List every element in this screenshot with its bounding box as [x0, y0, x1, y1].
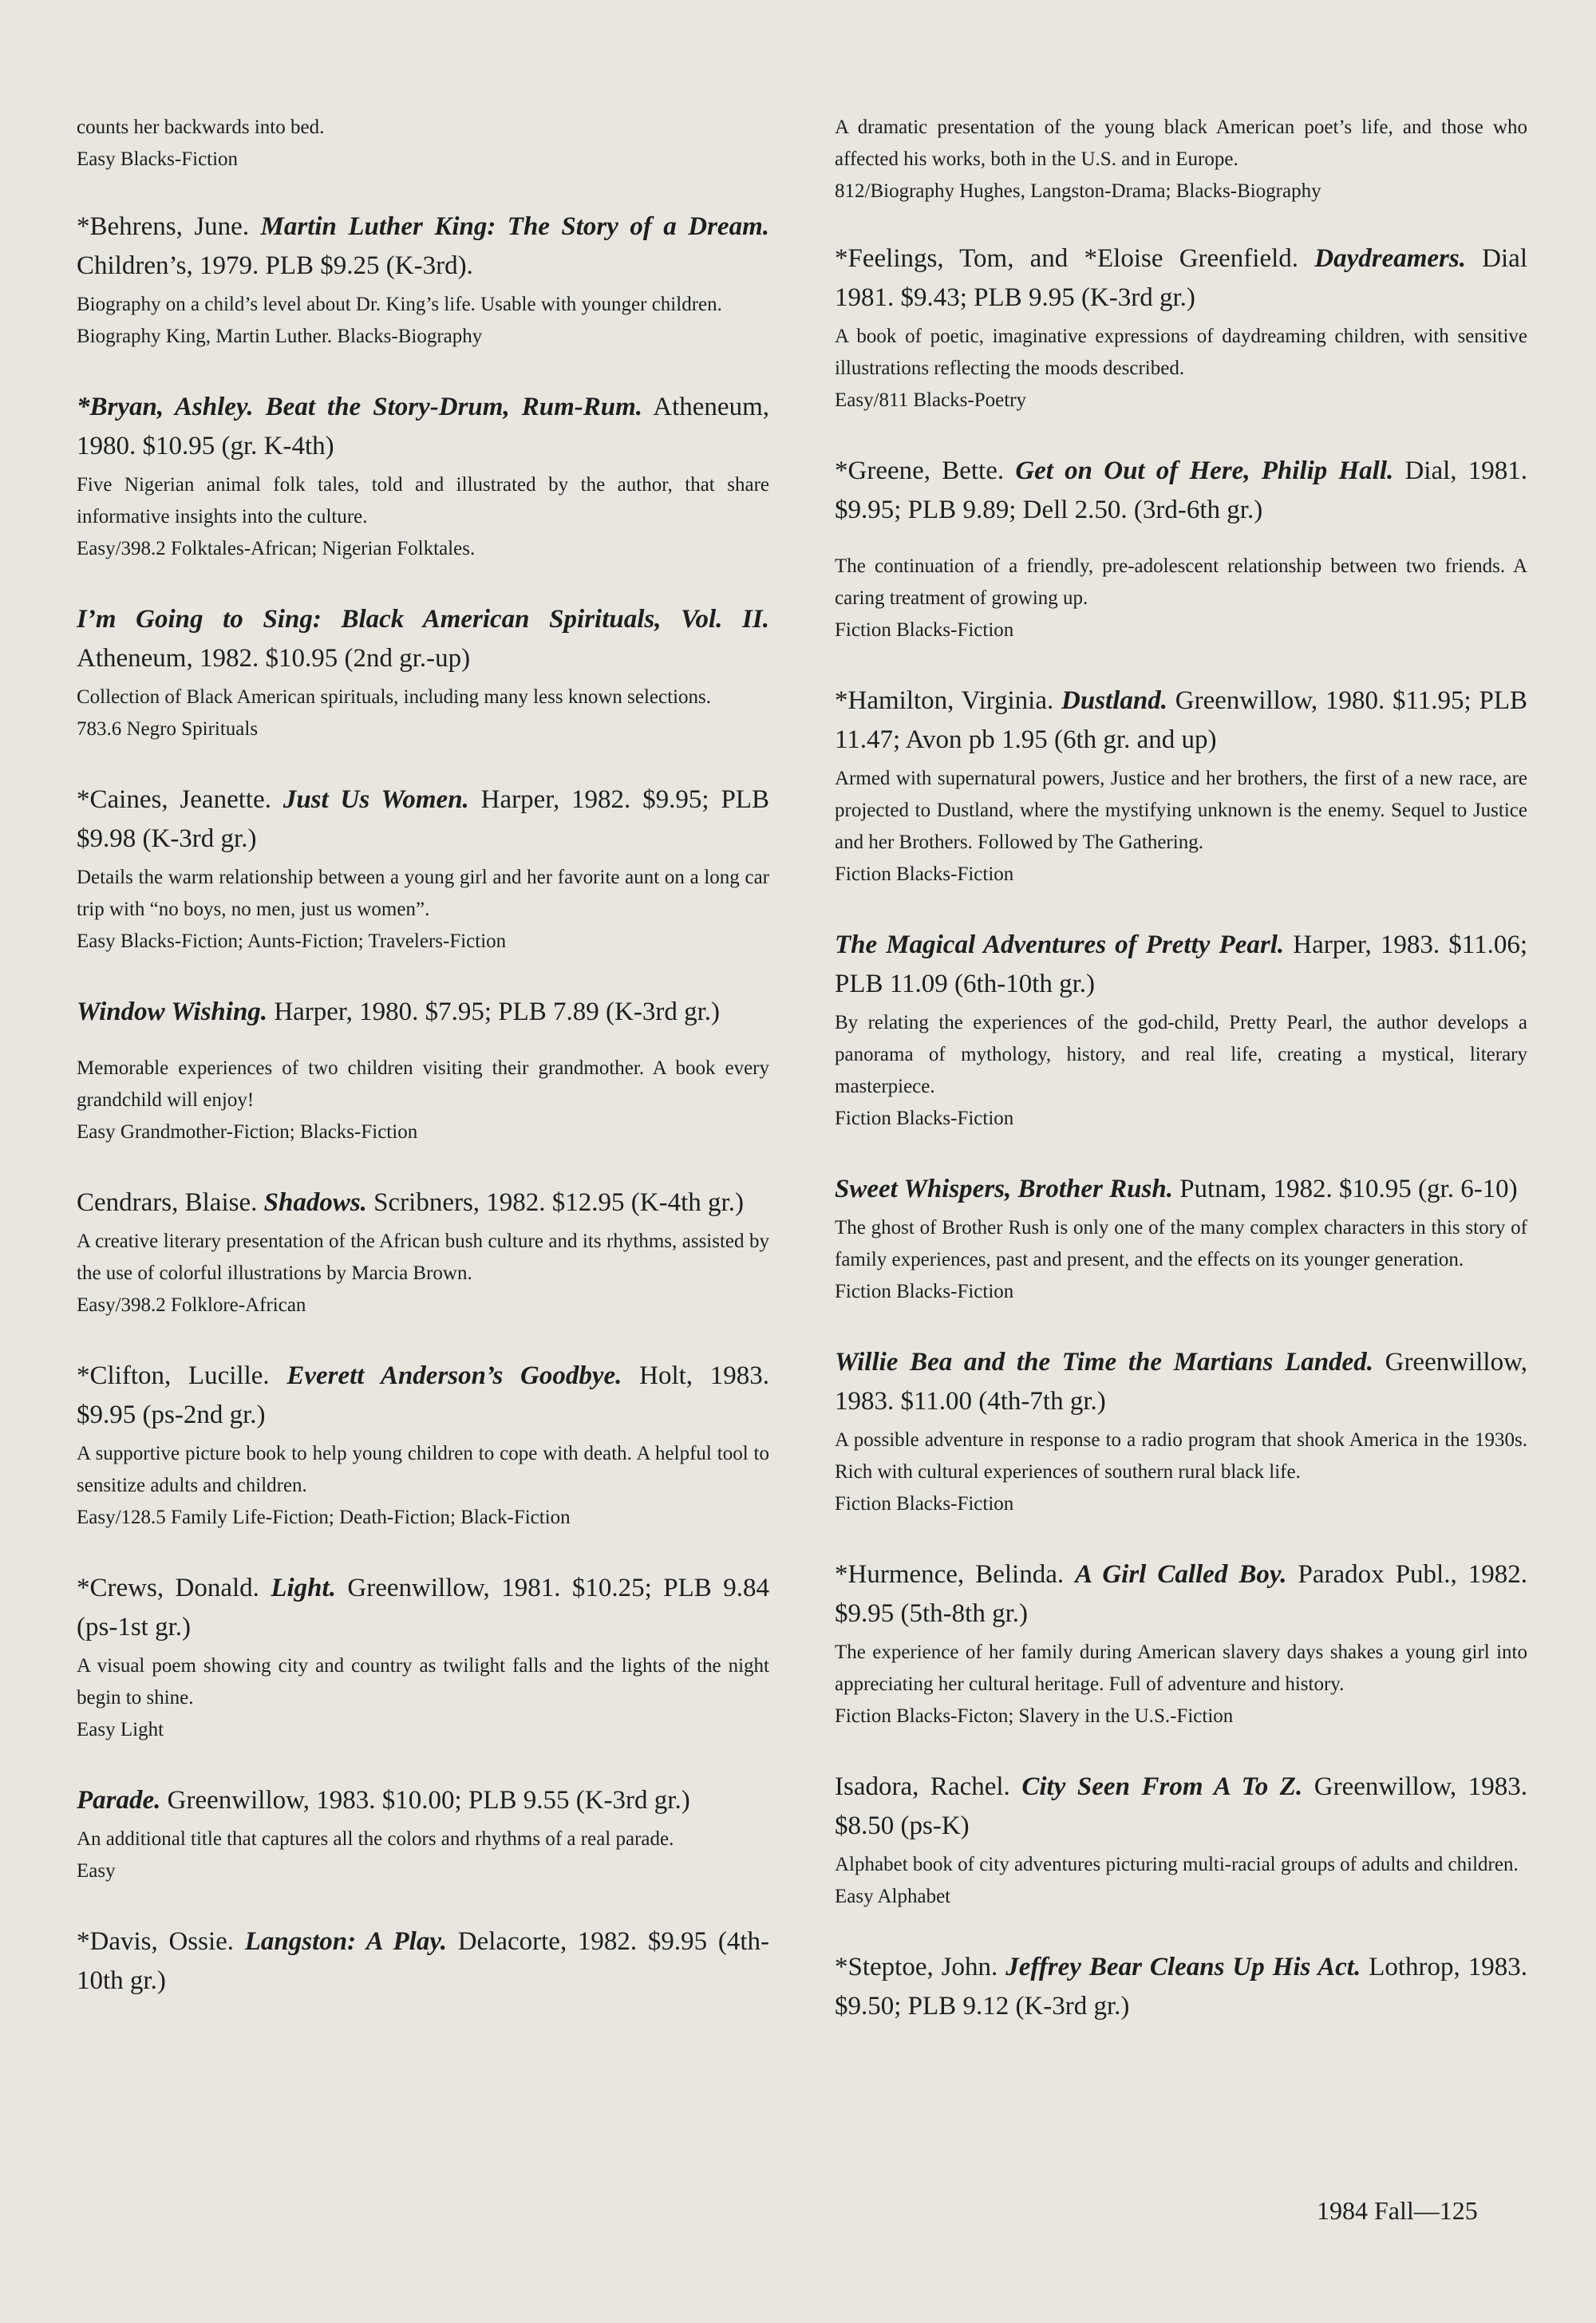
entry-heading: [77, 993, 769, 1032]
entry-publication: Dial 1981. $9.43; PLB 9.95 (K-3rd gr.): [835, 244, 1527, 312]
entry-title: The Magical Adventures of Pretty Pearl.: [835, 930, 1285, 959]
entry-author: *Greene, Bette.: [835, 456, 1016, 485]
entry-title: Just Us Women.: [282, 785, 469, 814]
book-entry: [77, 1183, 769, 1322]
book-entry: [77, 1569, 769, 1746]
book-entry: [77, 1922, 769, 2001]
entry-description: A creative literary presentation of the African bush culture and its rhythms, assisted by the use of colorful illustrations by Marcia Brown.: [77, 1231, 769, 1284]
entry-publication: Lothrop, 1983. $9.50; PLB 9.12 (K-3rd gr.): [835, 1953, 1527, 2021]
entry-description: counts her backwards into bed.: [77, 117, 325, 138]
entry-author: *Hamilton, Virginia.: [835, 686, 1062, 715]
entry-subjects: Fiction Blacks-Fiction: [835, 863, 1014, 885]
entry-title: Martin Luther King: The Story of a Dream.: [260, 212, 769, 241]
entry-subjects: Easy Light: [77, 1719, 164, 1740]
entry-title: A Girl Called Boy.: [1075, 1560, 1287, 1589]
entry-description: Details the warm relationship between a young girl and her favorite aunt on a long car trip with “no boys, no men, just us women”.: [77, 867, 769, 920]
book-entry: [835, 1555, 1527, 1732]
entry-description: Biography on a child’s level about Dr. King’s life. Usable with younger children.: [77, 294, 722, 315]
entry-author: *Caines, Jeanette.: [77, 785, 283, 814]
entry-publication: Greenwillow, 1983. $10.00; PLB 9.55 (K-3rd gr.): [160, 1786, 690, 1815]
entry-subjects: Easy/811 Blacks-Poetry: [835, 389, 1027, 411]
entry-description: Collection of Black American spirituals, including many less known selections.: [77, 686, 711, 708]
entry-title: Daydreamers.: [1314, 244, 1466, 273]
entry-title: Willie Bea and the Time the Martians Landed.: [835, 1348, 1373, 1377]
entry-heading: [835, 1768, 1527, 1846]
page-folio: 1984 Fall—125: [1317, 2196, 1478, 2225]
entry-subjects: Easy/398.2 Folktales-African; Nigerian Folktales.: [77, 538, 476, 559]
entry-heading: [835, 1948, 1527, 2026]
entry-title: Shadows.: [263, 1188, 367, 1217]
entry-description: A possible adventure in response to a radio program that shook America in the 1930s. Rich with cultural experiences of southern rural black life.: [835, 1429, 1527, 1483]
book-entry: [77, 600, 769, 745]
spacer: [77, 1035, 769, 1053]
entry-title: Langston: A Play.: [244, 1927, 447, 1956]
entry-heading: [835, 681, 1527, 760]
entry-description: By relating the experiences of the god-child, Pretty Pearl, the author develops a panorama of mythology, history, and real life, creating a mystical, literary masterpiece.: [835, 1012, 1527, 1097]
entry-title: I’m Going to Sing: Black American Spirituals, Vol. II.: [77, 605, 769, 634]
entry-author: *Crews, Donald.: [77, 1574, 271, 1602]
entry-publication: Scribners, 1982. $12.95 (K-4th gr.): [366, 1188, 744, 1217]
entry-publication: Delacorte, 1982. $9.95 (4th-10th gr.): [77, 1927, 769, 1995]
entry-publication: Atheneum, 1982. $10.95 (2nd gr.-up): [77, 644, 471, 673]
entry-heading: [835, 1170, 1527, 1209]
entry-description: Alphabet book of city adventures picturing multi-racial groups of adults and children.: [835, 1854, 1519, 1875]
entry-heading: [835, 452, 1527, 530]
entry-subjects: Fiction Blacks-Fiction: [835, 1108, 1014, 1129]
left-column: [77, 112, 769, 2036]
entry-heading: [77, 388, 769, 466]
entry-heading: [77, 1569, 769, 1647]
book-entry: [77, 1781, 769, 1887]
book-entry: [835, 239, 1527, 417]
entry-title: Window Wishing.: [77, 998, 268, 1026]
book-entry: [835, 1948, 1527, 2026]
entry-publication: Harper, 1982. $9.95; PLB $9.98 (K-3rd gr.): [77, 785, 769, 853]
entry-subjects: 812/Biography Hughes, Langston-Drama; Blacks-Biography: [835, 180, 1321, 202]
entry-publication: Greenwillow, 1980. $11.95; PLB 11.47; Avon pb 1.95 (6th gr. and up): [835, 686, 1528, 754]
entry-publication: Atheneum, 1980. $10.95 (gr. K-4th): [77, 393, 769, 460]
entry-description: A supportive picture book to help young children to cope with death. A helpful tool to sensitize adults and children.: [77, 1443, 769, 1496]
entry-heading: [77, 780, 769, 859]
entry-title: Get on Out of Here, Philip Hall.: [1015, 456, 1394, 485]
entry-publication: Holt, 1983. $9.95 (ps-2nd gr.): [77, 1361, 769, 1429]
entry-author: *Feelings, Tom, and *Eloise Greenfield.: [835, 244, 1315, 273]
entry-title: *Bryan, Ashley. Beat the Story-Drum, Rum-Rum.: [77, 393, 643, 421]
entry-publication: Paradox Publ., 1982. $9.95 (5th-8th gr.): [835, 1560, 1527, 1628]
book-entry: [77, 780, 769, 958]
entry-subjects: Fiction Blacks-Ficton; Slavery in the U.S.-Fiction: [835, 1705, 1234, 1727]
entry-title: Parade.: [77, 1786, 161, 1815]
entry-subjects: Fiction Blacks-Fiction: [835, 1281, 1014, 1302]
entry-publication: Putnam, 1982. $10.95 (gr. 6-10): [1172, 1175, 1518, 1203]
entry-subjects: Easy Blacks-Fiction: [77, 148, 239, 170]
entry-heading: [77, 1183, 769, 1223]
book-entry: [835, 1170, 1527, 1308]
spacer: [835, 533, 1527, 551]
entry-author: *Hurmence, Belinda.: [835, 1560, 1076, 1589]
entry-subjects: 783.6 Negro Spirituals: [77, 718, 259, 740]
entry-heading: [77, 1781, 769, 1820]
entry-heading: [77, 1357, 769, 1435]
right-column: [835, 112, 1527, 2061]
entry-heading: [835, 239, 1527, 318]
entry-heading: [835, 926, 1527, 1004]
entry-subjects: Easy Alphabet: [835, 1886, 951, 1907]
entry-subjects: Fiction Blacks-Fiction: [835, 1493, 1014, 1515]
entry-publication: Greenwillow, 1983. $11.00 (4th-7th gr.): [835, 1348, 1528, 1416]
entry-description: Armed with supernatural powers, Justice and her brothers, the first of a new race, are projected to Dustland, where the mystifying unknown is the enemy. Sequel to Justice and her Brothers. Followed by The Gathering.: [835, 768, 1527, 853]
entry-publication: Harper, 1980. $7.95; PLB 7.89 (K-3rd gr.): [267, 998, 720, 1026]
entry-title: Dustland.: [1061, 686, 1167, 715]
entry-author: Cendrars, Blaise.: [77, 1188, 264, 1217]
entry-heading: [77, 600, 769, 678]
entry-heading: [835, 1555, 1527, 1634]
entry-title: Jeffrey Bear Cleans Up His Act.: [1005, 1953, 1361, 1981]
continued-entry: [77, 112, 769, 176]
entry-subjects: Easy Grandmother-Fiction; Blacks-Fiction: [77, 1121, 418, 1143]
entry-author: Isadora, Rachel.: [835, 1772, 1022, 1801]
entry-description: An additional title that captures all the colors and rhythms of a real parade.: [77, 1828, 674, 1850]
entry-author: *Davis, Ossie.: [77, 1927, 245, 1956]
entry-title: Everett Anderson’s Goodbye.: [286, 1361, 622, 1390]
entry-title: Sweet Whispers, Brother Rush.: [835, 1175, 1173, 1203]
book-entry: [77, 207, 769, 353]
book-entry: [77, 1357, 769, 1534]
entry-description: The experience of her family during American slavery days shakes a young girl into appreciating her cultural heritage. Full of adventure and history.: [835, 1642, 1527, 1695]
entry-title: Light.: [271, 1574, 336, 1602]
book-entry: [835, 1768, 1527, 1913]
book-entry: [77, 993, 769, 1148]
entry-description: Five Nigerian animal folk tales, told and illustrated by the author, that share informative insights into the culture.: [77, 474, 769, 527]
entry-description: The continuation of a friendly, pre-adolescent relationship between two friends. A caring treatment of growing up.: [835, 555, 1527, 609]
entry-author: *Clifton, Lucille.: [77, 1361, 287, 1390]
entry-heading: [835, 1343, 1527, 1421]
entry-publication: Greenwillow, 1981. $10.25; PLB 9.84 (ps-1st gr.): [77, 1574, 769, 1642]
entry-subjects: Easy/398.2 Folklore-African: [77, 1294, 306, 1316]
book-entry: [77, 388, 769, 565]
entry-author: *Steptoe, John.: [835, 1953, 1006, 1981]
entry-publication: Children’s, 1979. PLB $9.25 (K-3rd).: [77, 251, 473, 280]
entry-heading: [77, 1922, 769, 2001]
entry-subjects: Fiction Blacks-Fiction: [835, 619, 1014, 641]
entry-title: City Seen From A To Z.: [1021, 1772, 1303, 1801]
entry-heading: [77, 207, 769, 286]
book-entry: [835, 452, 1527, 646]
entry-description: Memorable experiences of two children visiting their grandmother. A book every grandchild will enjoy!: [77, 1057, 769, 1111]
entry-subjects: Easy/128.5 Family Life-Fiction; Death-Fiction; Black-Fiction: [77, 1507, 571, 1528]
book-entry: [835, 926, 1527, 1135]
continued-entry: [835, 112, 1527, 207]
entry-description: The ghost of Brother Rush is only one of the many complex characters in this story of family experiences, past and present, and the effects on its younger generation.: [835, 1217, 1527, 1270]
entry-author: *Behrens, June.: [77, 212, 261, 241]
entry-publication: Harper, 1983. $11.06; PLB 11.09 (6th-10th gr.): [835, 930, 1527, 998]
entry-description: A book of poetic, imaginative expressions of daydreaming children, with sensitive illustrations reflecting the moods described.: [835, 326, 1527, 379]
entry-description: A dramatic presentation of the young black American poet’s life, and those who affected his works, both in the U.S. and in Europe.: [835, 117, 1527, 170]
entry-subjects: Easy Blacks-Fiction; Aunts-Fiction; Travelers-Fiction: [77, 930, 507, 952]
entry-description: A visual poem showing city and country as twilight falls and the lights of the night begin to shine.: [77, 1655, 769, 1709]
entry-subjects: Biography King, Martin Luther. Blacks-Biography: [77, 326, 483, 347]
entry-publication: Dial, 1981. $9.95; PLB 9.89; Dell 2.50. (3rd-6th gr.): [835, 456, 1527, 524]
entry-subjects: Easy: [77, 1860, 116, 1882]
book-entry: [835, 681, 1527, 891]
book-entry: [835, 1343, 1527, 1520]
entry-publication: Greenwillow, 1983. $8.50 (ps-K): [835, 1772, 1527, 1840]
